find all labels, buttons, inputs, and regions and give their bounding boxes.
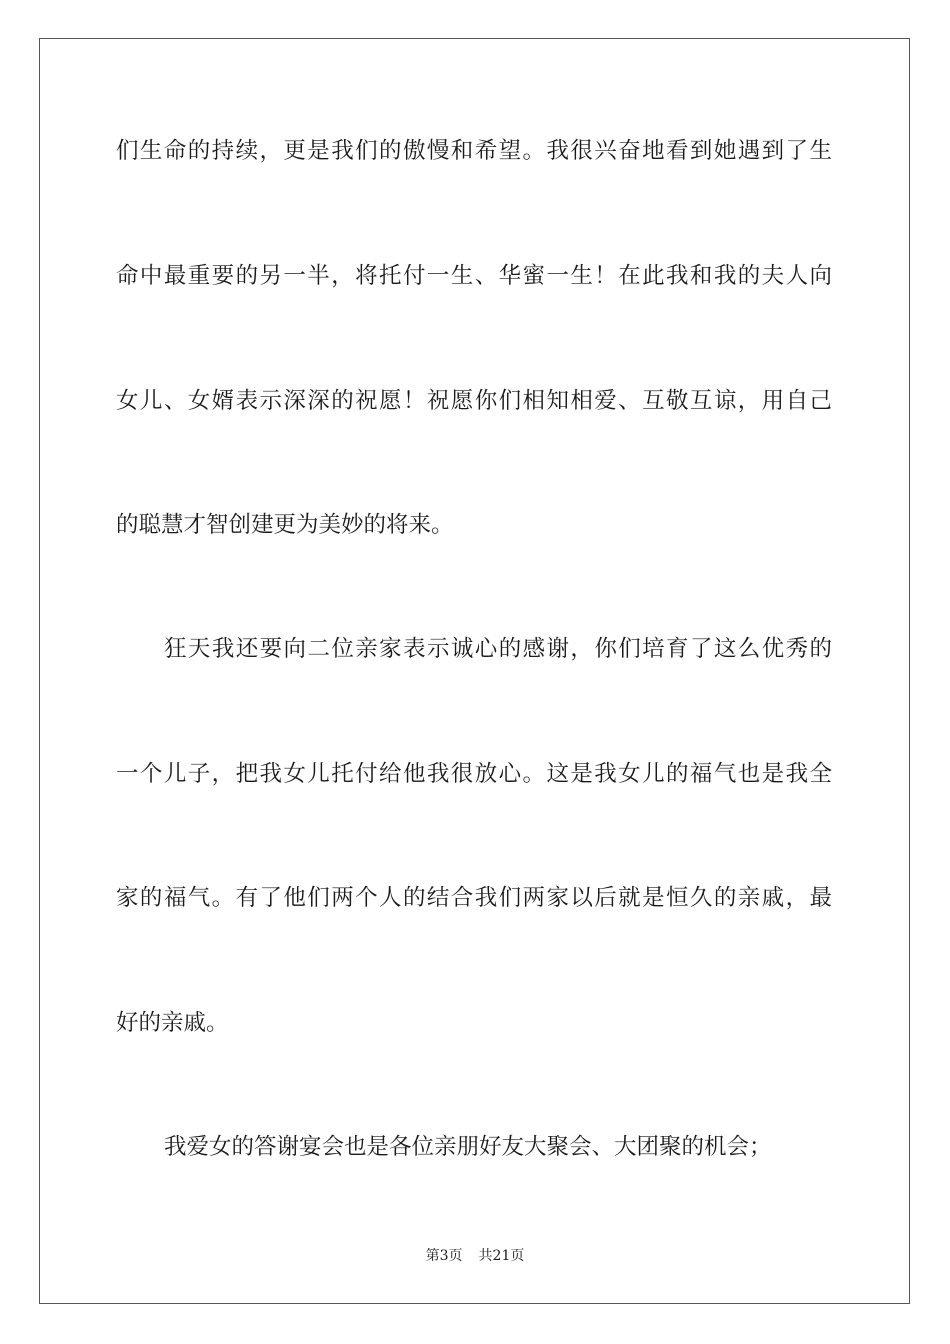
text-line: 我爱女的答谢宴会也是各位亲朋好友大聚会、大团聚的机会； xyxy=(164,1134,772,1160)
page-number: 第3页 xyxy=(425,1248,463,1264)
text-line: 的聪慧才智创建更为美妙的将来。 xyxy=(116,512,454,538)
page-frame xyxy=(39,38,910,1304)
text-line: 命中最重要的另一半，将托付一生、华蜜一生！在此我和我的夫人向 xyxy=(116,263,832,289)
text-line: 狂天我还要向二位亲家表示诚心的感谢，你们培育了这么优秀的 xyxy=(164,636,832,662)
text-line: 一个儿子，把我女儿托付给他我很放心。这是我女儿的福气也是我全 xyxy=(116,761,832,787)
text-line: 们生命的持续，更是我们的傲慢和希望。我很兴奋地看到她遇到了生 xyxy=(116,138,832,164)
text-line: 家的福气。有了他们两个人的结合我们两家以后就是恒久的亲戚，最 xyxy=(116,885,832,911)
text-line: 好的亲戚。 xyxy=(116,1010,229,1036)
text-line: 女儿、女婿表示深深的祝愿！祝愿你们相知相爱、互敬互谅，用自己 xyxy=(116,388,832,414)
page-footer xyxy=(0,1246,950,1266)
page-total: 共21页 xyxy=(478,1248,525,1264)
